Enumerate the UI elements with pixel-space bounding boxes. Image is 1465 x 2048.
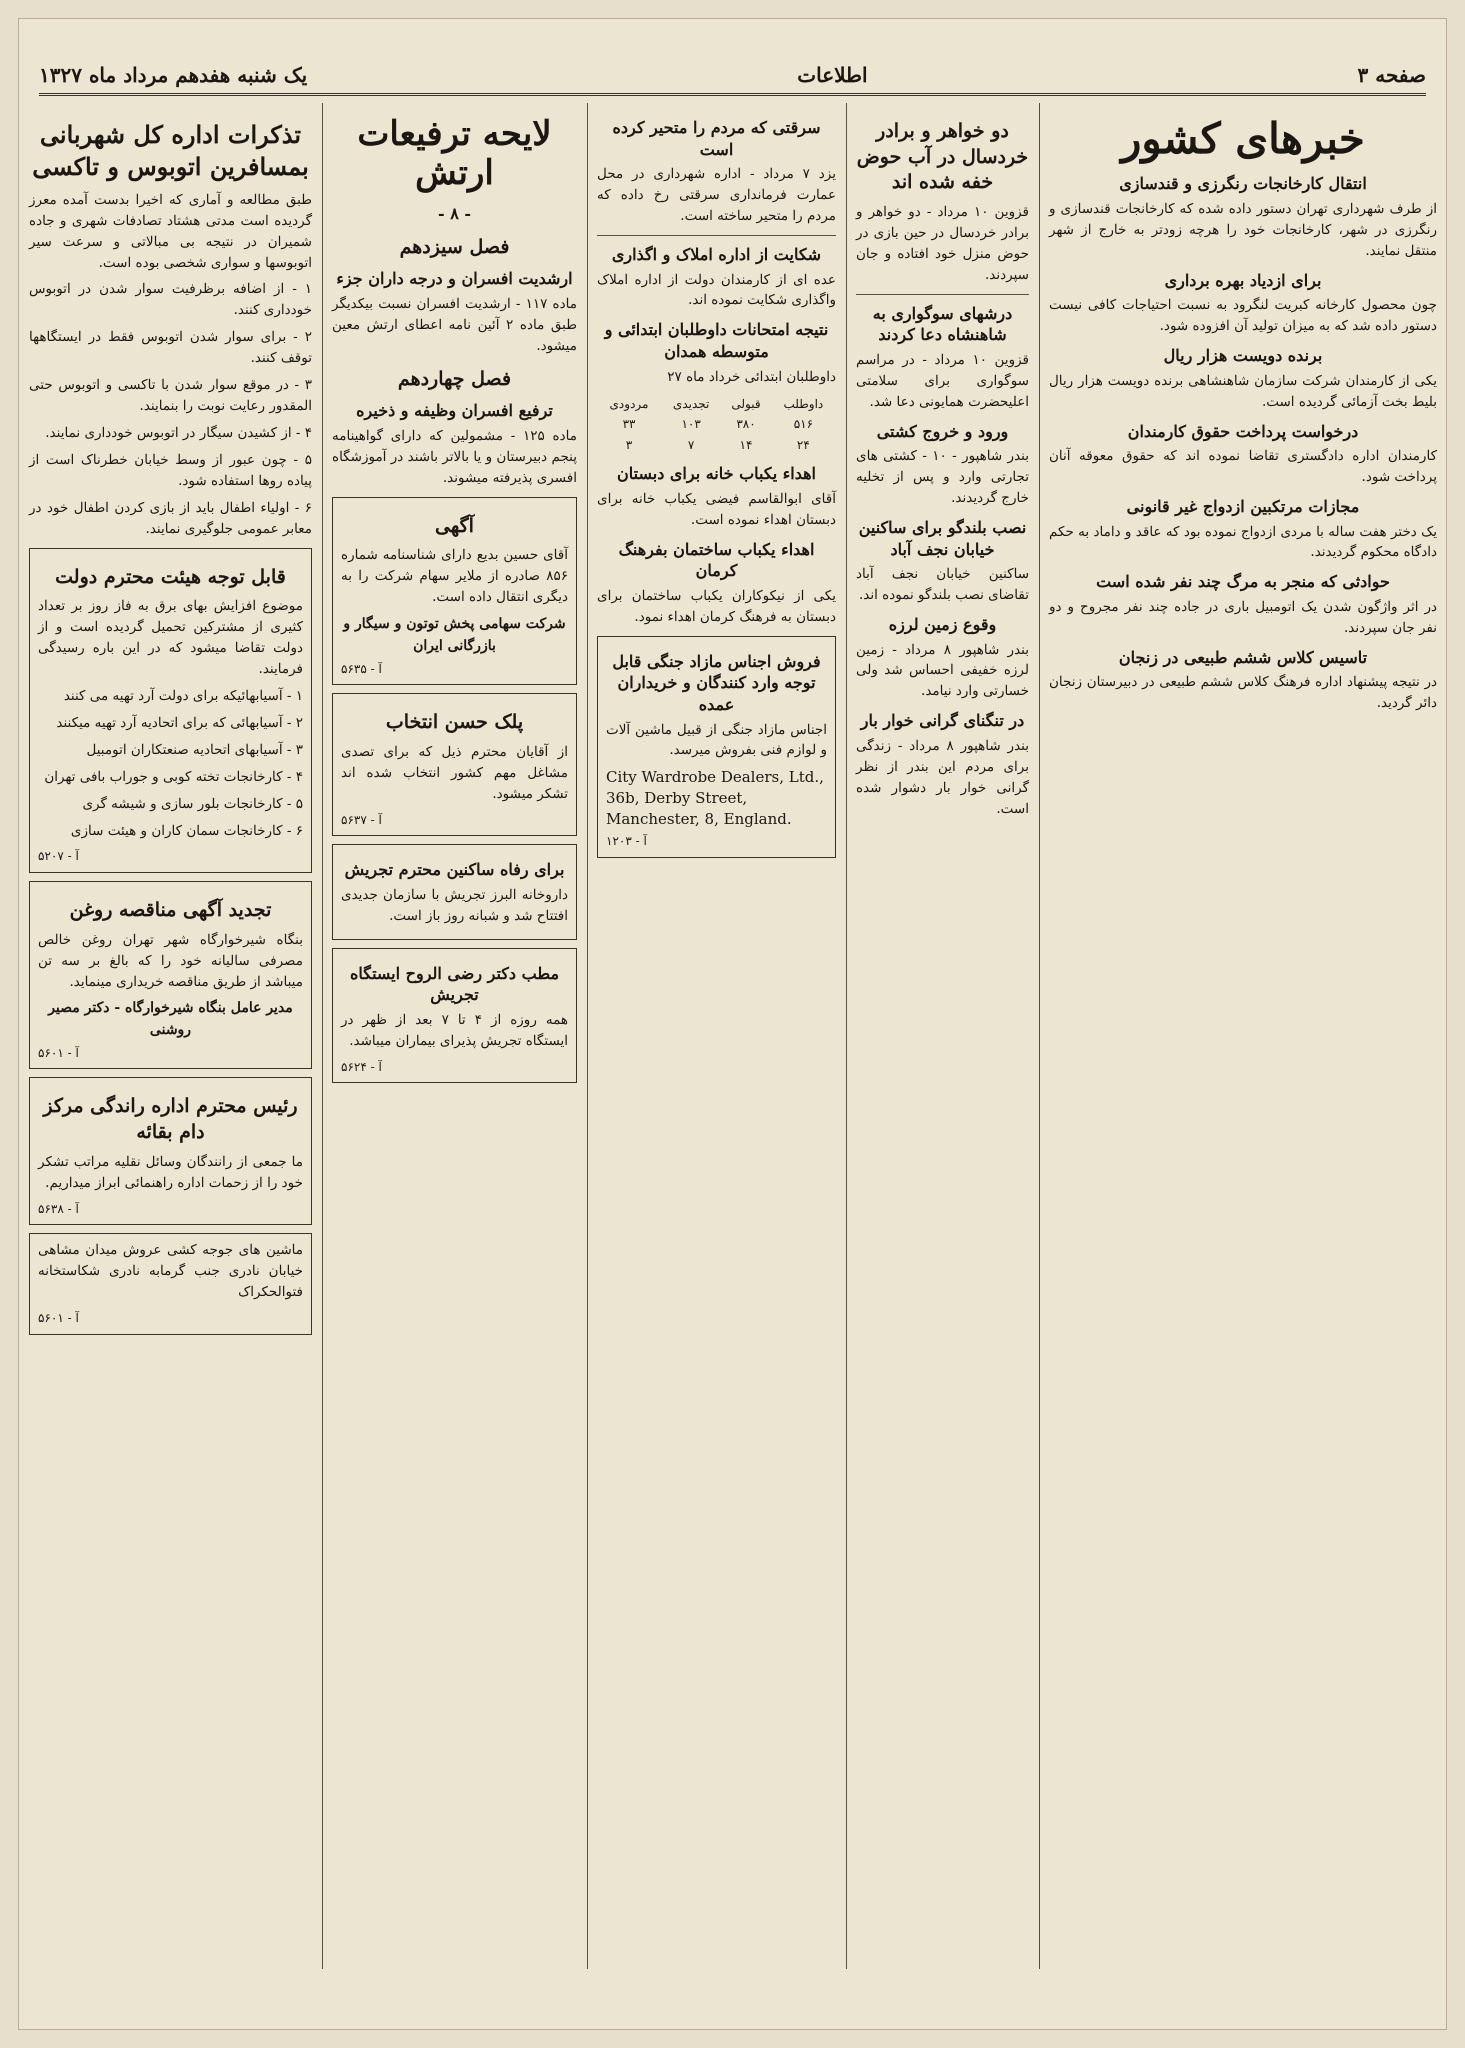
- list-item: ۱ - از اضافه برظرفیت سوار شدن در اتوبوس خودداری کنند.: [29, 281, 312, 319]
- list-item: ۴ - کارخانجات تخته کوبی و جوراب بافی تهران: [44, 768, 303, 785]
- headline: ورود و خروج کشتی: [876, 421, 1009, 441]
- notice-body: داروخانه البرز تجریش با سازمان جدیدی افتتاح شد و شبانه روز باز است.: [341, 886, 568, 924]
- table-cell: تجدیدی: [672, 396, 710, 411]
- column-local: [587, 103, 846, 1969]
- section-title: تذکرات اداره کل شهربانی بمسافرین اتوبوس و تاکسی: [32, 120, 309, 182]
- table-cell: ۷: [687, 437, 695, 452]
- table-cell: ۳: [625, 437, 633, 452]
- notice-number: آ - ۵۶۰۱: [38, 1045, 79, 1060]
- table-cell: ۳۳: [622, 417, 636, 432]
- notice: [29, 548, 312, 873]
- article-body: کارمندان اداره دادگستری تقاضا نموده اند که حقوق معوقه آنان پرداخت شود.: [1049, 448, 1437, 486]
- notice-body: از آقایان محترم ذیل که برای تصدی مشاغل مهم کشور انتخاب شده اند تشکر میشود.: [341, 743, 568, 802]
- ad-address: City Wardrobe Dealers, Ltd., 36b, Derby Street, Manchester, 8, England.: [606, 768, 824, 829]
- article-body: چون محصول کارخانه کبریت لنگرود به نسبت احتیاجات کافی نیست دستور داده شد که به میزان تولید آن افزوده شود.: [1049, 297, 1437, 335]
- headline: درشهای سوگواری به شاهنشاه دعا کردند: [872, 303, 1013, 345]
- article-body: یکی از کارمندان شرکت سازمان شاهنشاهی برنده دویست هزار ریال بلیط بخت آزمائی گردیده است.: [1049, 372, 1437, 410]
- section-title: خبرهای کشور: [1121, 114, 1365, 163]
- notice-number: آ - ۵۶۳۷: [341, 812, 382, 827]
- part-number: - ۸ -: [437, 204, 472, 224]
- newspaper-page: [18, 18, 1447, 2030]
- article-body: در اثر واژگون شدن یک اتومبیل باری در جاده چند نفر مجروح و دو نفر جان سپردند.: [1049, 599, 1437, 636]
- table-cell: مردودی: [609, 396, 649, 411]
- article-body: ساکنین خیابان نجف آباد تقاضای نصب بلندگو نموده اند.: [856, 566, 1029, 604]
- notice-title: قابل توجه هیئت محترم دولت: [55, 565, 286, 588]
- article-body: از طرف شهرداری تهران دستور داده شده که کارخانجات قندسازی و رنگرزی در شهر، کارخانجات خود را هرچه زودتر به خارج از شهر منتقل نمایند.: [1049, 200, 1437, 259]
- list-item: ۳ - آسیابهای اتحادیه صنعتکاران اتومبیل: [86, 741, 303, 758]
- column-army-bill: [322, 103, 587, 1969]
- list-item: ۳ - در موقع سوار شدن با تاکسی و اتوبوس حتی المقدور رعایت نوبت را بنمایند.: [29, 377, 312, 415]
- notice-body: بنگاه شیرخوارگاه شهر تهران روغن خالص مصرفی سالیانه خود را که بالغ بر سه تن میباشد از طریق مناقصه خریداری مینماید.: [38, 931, 303, 990]
- chapter-subtitle: ترفیع افسران وظیفه و ذخیره: [356, 401, 553, 421]
- page-number: صفحه ۳: [1357, 63, 1426, 87]
- headline: اهداء یکباب خانه برای دبستان: [617, 464, 816, 484]
- notice-body: موضوع افزایش بهای برق به فاز روز بر تعداد کثیری از مشترکین تحمیل گردیده است و از دولت تقاضا میشود که در این باره رسیدگی فرمایند.: [38, 598, 303, 678]
- notice-title: برای رفاه ساکنین محترم تجریش: [344, 860, 565, 880]
- headline: در تنگنای گرانی خوار بار: [860, 711, 1025, 731]
- list-item: ۵ - چون عبور از وسط خیابان خطرناک است از پیاده روها استفاده شود.: [29, 451, 312, 489]
- article-body: بندر شاهپور ۸ مرداد - زندگی برای مردم این بندر از نظر گرانی خوار بار دشوار شده است.: [856, 737, 1029, 817]
- article-body: قزوین ۱۰ مرداد - دو خواهر و برادر خردسال در حین بازی در حوض منزل خود افتاده و جان سپردند.: [856, 203, 1029, 283]
- chapter-title: فصل سیزدهم: [399, 235, 510, 258]
- notice-body: ماشین های جوجه کشی عروش میدان مشاهی خیابان نادری جنب گرمابه نادری شکاستخانه فتوالحکراک: [38, 1242, 303, 1300]
- headline: دو خواهر و برادر خردسال در آب حوض خفه شده اند: [856, 120, 1029, 194]
- article-body: بندر شاهپور - ۱۰ - کشتی های تجارتی وارد و پس از تخلیه خارج گردیدند.: [856, 448, 1029, 506]
- ad-number: آ - ۱۲۰۳: [606, 834, 647, 849]
- advertisement: [597, 636, 836, 858]
- article-body: در نتیجه پیشنهاد اداره فرهنگ کلاس ششم طبیعی در دبیرستان زنجان دائر گردید.: [1049, 674, 1437, 712]
- notice-number: آ - ۵۲۰۷: [38, 849, 79, 864]
- notice-title: آگهی: [435, 514, 474, 537]
- notice: [332, 693, 577, 836]
- headline: برای ازدیاد بهره برداری: [1164, 270, 1322, 290]
- headline: شکایت از اداره املاک و اگذاری: [611, 244, 822, 264]
- headline: سرقتی که مردم را متحیر کرده است: [612, 118, 821, 159]
- headline: تاسیس کلاس ششم طبیعی در زنجان: [1118, 647, 1368, 667]
- list-item: ۶ - اولیاء اطفال باید از بازی کردن اطفال خود در معابر عمومی جلوگیری نمایند.: [29, 499, 312, 537]
- notice: [29, 881, 312, 1069]
- article-body: ماده ۱۱۷ - ارشدیت افسران نسبت بیکدیگر طبق ماده ۲ آئین نامه اعطای ارتش معین میشود.: [332, 296, 577, 354]
- column-police: [19, 103, 322, 1969]
- list-item: ۱ - آسیابهائیکه برای دولت آرد تهیه می کنند: [63, 687, 303, 704]
- headline: اهداء یکباب ساختمان بفرهنگ کرمان: [618, 539, 815, 581]
- table-cell: قبولی: [731, 396, 761, 411]
- notice-number: آ - ۵۶۳۵: [341, 661, 382, 676]
- ad-title: فروش اجناس مازاد جنگی قابل توجه وارد کنندگان و خریداران عمده: [612, 651, 821, 714]
- masthead: [39, 57, 1426, 96]
- column-provincial: [846, 103, 1039, 1969]
- notice: [29, 1233, 312, 1334]
- article-body: ماده ۱۲۵ - مشمولین که دارای گواهینامه پنجم دبیرستان و یا بالاتر باشند در آموزشگاه افسری پذیرفته میشوند.: [332, 428, 577, 486]
- paper-name: اطلاعات: [797, 63, 868, 87]
- notice: [29, 1077, 312, 1225]
- headline: حوادثی که منجر به مرگ چند نفر شده است: [1096, 572, 1390, 592]
- notice-number: آ - ۵۶۲۴: [341, 1059, 382, 1074]
- column-news: [1039, 103, 1447, 1969]
- article-body: یکی از نیکوکاران یکباب ساختمان برای دبستان به فرهنگ کرمان اهداء نمود.: [597, 587, 836, 625]
- table-caption: داوطلبان ابتدائی خرداد ماه ۲۷: [667, 368, 836, 385]
- article-body: طبق مطالعه و آماری که اخیرا بدست آمده معرز گردیده است مدتی هشتاد تصادفات شهری و جاده شمیران در نتیجه بی مبالاتی و سرعت سیر اتوبوسها و سواری شخصی بوده است.: [29, 191, 312, 271]
- headline: درخواست پرداخت حقوق کارمندان: [1127, 421, 1359, 441]
- list-item: ۴ - از کشیدن سیگار در اتوبوس خودداری نمایند.: [45, 425, 312, 441]
- table-cell: ۲۴: [796, 437, 810, 452]
- notice-title: مطب دکتر رضی الروح ایستگاه تجریش: [349, 963, 560, 1005]
- section-title: لایحه ترفیعات ارتش: [357, 114, 552, 194]
- exam-results-table: [597, 394, 836, 456]
- notice-body: ما جمعی از رانندگان وسائل نقلیه مراتب تشکر خود را از زحمات اداره راهنمائی ابراز میداریم.: [38, 1153, 303, 1191]
- table-cell: ۳۸۰: [736, 417, 756, 432]
- list-item: ۲ - برای سوار شدن اتوبوس فقط در ایستگاهها توقف کنند.: [29, 329, 312, 367]
- notice-number: آ - ۵۶۳۸: [38, 1201, 79, 1216]
- headline: انتقال کارخانجات رنگرزی و قندسازی: [1119, 174, 1367, 194]
- article-body: یزد ۷ مرداد - اداره شهرداری در محل عمارت فرمانداری سرقتی رخ داده که مردم را متحیر ساخته است.: [597, 166, 836, 225]
- list-item: ۶ - کارخانجات سمان کاران و هیئت سازی: [70, 822, 303, 839]
- headline: وقوع زمین لرزه: [888, 614, 997, 634]
- chapter-title: فصل چهاردهم: [397, 367, 512, 390]
- notice-title: پلک حسن انتخاب: [385, 711, 524, 734]
- article-body: بندر شاهپور ۸ مرداد - زمین لرزه خفیفی احساس شد ولی خسارتی وارد نیامد.: [856, 641, 1029, 700]
- list-item: ۵ - کارخانجات بلور سازی و شیشه گری: [82, 795, 303, 812]
- article-body: قزوین ۱۰ مرداد - در مراسم سوگواری برای سلامتی اعلیحضرت همایونی دعا شد.: [856, 351, 1029, 410]
- list-item: ۲ - آسیابهائی که برای اتحادیه آرد تهیه میکنند: [56, 714, 303, 731]
- table-cell: ۱۴: [739, 437, 753, 452]
- notice: [332, 948, 577, 1084]
- table-cell: ۱۰۳: [681, 417, 701, 432]
- table-cell: داوطلب: [783, 396, 824, 411]
- article-body: یک دختر هفت ساله با مردی ازدواج نموده بود که عاقد و داماد به حکم دادگاه محکوم گردیدند.: [1049, 523, 1437, 561]
- table-cell: ۵۱۶: [793, 417, 814, 432]
- notice: [332, 844, 577, 939]
- notice-title: تجدید آگهی مناقصه روغن: [69, 899, 272, 922]
- headline: نصب بلندگو برای ساکنین خیابان نجف آباد: [858, 517, 1027, 559]
- notice-body: آقای حسین بدیع دارای شناسنامه شماره ۸۵۶ صادره از ملایر سهام شرکت را به دیگری انتقال داده است.: [341, 547, 568, 606]
- issue-date: یک شنبه هفدهم مرداد ماه ۱۳۲۷: [39, 63, 308, 87]
- headline: نتیجه امتحانات داوطلبان ابتدائی و متوسطه همدان: [604, 320, 829, 361]
- notice: [332, 497, 577, 685]
- notice-signature: شرکت سهامی پخش توتون و سیگار و بازرگانی ایران: [343, 616, 566, 654]
- notice-body: همه روزه از ۴ تا ۷ بعد از ظهر در ایستگاه تجریش پذیرای بیماران میباشد.: [341, 1011, 568, 1049]
- notice-title: رئیس محترم اداره راندگی مرکز دام بقائه: [43, 1095, 298, 1144]
- article-body: عده ای از کارمندان دولت از اداره املاک واگذاری شکایت نموده اند.: [597, 271, 836, 309]
- headline: مجازات مرتکبین ازدواج غیر قانونی: [1126, 496, 1360, 516]
- notice-signature: مدیر عامل بنگاه شیرخوارگاه - دکتر مصیر روشنی: [48, 1000, 293, 1039]
- headline: برنده دویست هزار ریال: [1163, 346, 1323, 366]
- notice-number: آ - ۵۶۰۱: [38, 1310, 79, 1325]
- chapter-subtitle: ارشدیت افسران و درجه داران جزء: [336, 269, 573, 289]
- article-body: آقای ابوالقاسم فیضی یکباب خانه برای دبستان اهداء نموده است.: [597, 490, 836, 528]
- ad-body: اجناس مازاد جنگی از قبیل ماشین آلات و لوازم فنی بفروش میرسد.: [606, 721, 827, 759]
